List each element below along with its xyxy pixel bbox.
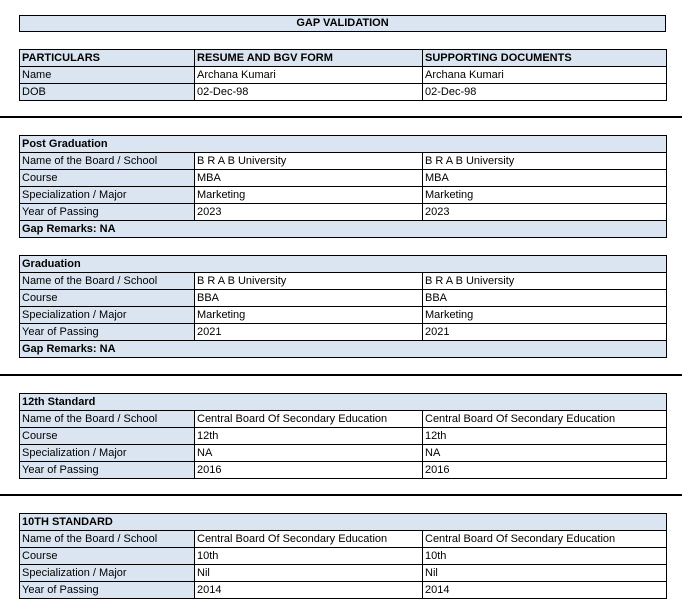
resume-value: 2014 (195, 582, 423, 599)
row-label: Course (20, 428, 195, 445)
resume-value: 2021 (195, 324, 423, 341)
section-title: Graduation (20, 256, 667, 273)
resume-value: B R A B University (195, 153, 423, 170)
resume-value: 10th (195, 548, 423, 565)
resume-value: 2016 (195, 462, 423, 479)
table-row (20, 428, 667, 445)
resume-value: 12th (195, 428, 423, 445)
table-row (20, 170, 667, 187)
table-header-row (20, 50, 667, 67)
row-label: Course (20, 290, 195, 307)
resume-value: Marketing (195, 187, 423, 204)
table-row (20, 153, 667, 170)
row-label: Course (20, 548, 195, 565)
gap-remarks: Gap Remarks: NA (20, 221, 667, 238)
table-row (20, 582, 667, 599)
row-label: Name of the Board / School (20, 411, 195, 428)
documents-value: MBA (423, 170, 667, 187)
table-row (20, 67, 667, 84)
resume-value: NA (195, 445, 423, 462)
table-row (20, 204, 667, 221)
documents-value: Central Board Of Secondary Education (423, 411, 667, 428)
section-divider (0, 494, 682, 496)
row-label: DOB (20, 84, 195, 101)
documents-value: NA (423, 445, 667, 462)
documents-value: 2021 (423, 324, 667, 341)
section-divider (0, 374, 682, 376)
row-label: Specialization / Major (20, 307, 195, 324)
particulars-table (19, 49, 667, 101)
documents-value: BBA (423, 290, 667, 307)
section-title: 10TH STANDARD (20, 514, 667, 531)
page-title: GAP VALIDATION (19, 15, 666, 32)
resume-value: 2023 (195, 204, 423, 221)
row-label: Year of Passing (20, 204, 195, 221)
row-label: Year of Passing (20, 324, 195, 341)
section-divider (0, 116, 682, 118)
table-row (20, 548, 667, 565)
row-label: Name of the Board / School (20, 153, 195, 170)
row-label: Course (20, 170, 195, 187)
table-row (20, 411, 667, 428)
section-10th-standard (19, 513, 667, 599)
row-label: Name of the Board / School (20, 273, 195, 290)
section-title: Post Graduation (20, 136, 667, 153)
row-label: Name of the Board / School (20, 531, 195, 548)
gap-remarks: Gap Remarks: NA (20, 341, 667, 358)
documents-value: Nil (423, 565, 667, 582)
row-label: Year of Passing (20, 462, 195, 479)
table-row (20, 565, 667, 582)
table-row (20, 462, 667, 479)
documents-value: 2016 (423, 462, 667, 479)
resume-value: Marketing (195, 307, 423, 324)
row-label: Year of Passing (20, 582, 195, 599)
documents-value: 2014 (423, 582, 667, 599)
column-header-particulars: PARTICULARS (20, 50, 195, 67)
section-12th-standard (19, 393, 667, 479)
row-label: Specialization / Major (20, 187, 195, 204)
documents-value: Archana Kumari (423, 67, 667, 84)
documents-value: 10th (423, 548, 667, 565)
documents-value: Marketing (423, 187, 667, 204)
row-label: Name (20, 67, 195, 84)
table-row (20, 531, 667, 548)
table-row (20, 324, 667, 341)
resume-value: MBA (195, 170, 423, 187)
documents-value: B R A B University (423, 273, 667, 290)
row-label: Specialization / Major (20, 565, 195, 582)
documents-value: Marketing (423, 307, 667, 324)
column-header-documents: SUPPORTING DOCUMENTS (423, 50, 667, 67)
resume-value: BBA (195, 290, 423, 307)
section-post-graduation (19, 135, 667, 238)
section-graduation (19, 255, 667, 358)
documents-value: 2023 (423, 204, 667, 221)
row-label: Specialization / Major (20, 445, 195, 462)
documents-value: 02-Dec-98 (423, 84, 667, 101)
table-row (20, 445, 667, 462)
documents-value: Central Board Of Secondary Education (423, 531, 667, 548)
resume-value: B R A B University (195, 273, 423, 290)
resume-value: Central Board Of Secondary Education (195, 411, 423, 428)
documents-value: 12th (423, 428, 667, 445)
resume-value: 02-Dec-98 (195, 84, 423, 101)
table-row (20, 187, 667, 204)
table-row (20, 290, 667, 307)
resume-value: Nil (195, 565, 423, 582)
documents-value: B R A B University (423, 153, 667, 170)
column-header-resume: RESUME AND BGV FORM (195, 50, 423, 67)
table-row (20, 273, 667, 290)
resume-value: Archana Kumari (195, 67, 423, 84)
section-title: 12th Standard (20, 394, 667, 411)
table-row (20, 84, 667, 101)
table-row (20, 307, 667, 324)
resume-value: Central Board Of Secondary Education (195, 531, 423, 548)
